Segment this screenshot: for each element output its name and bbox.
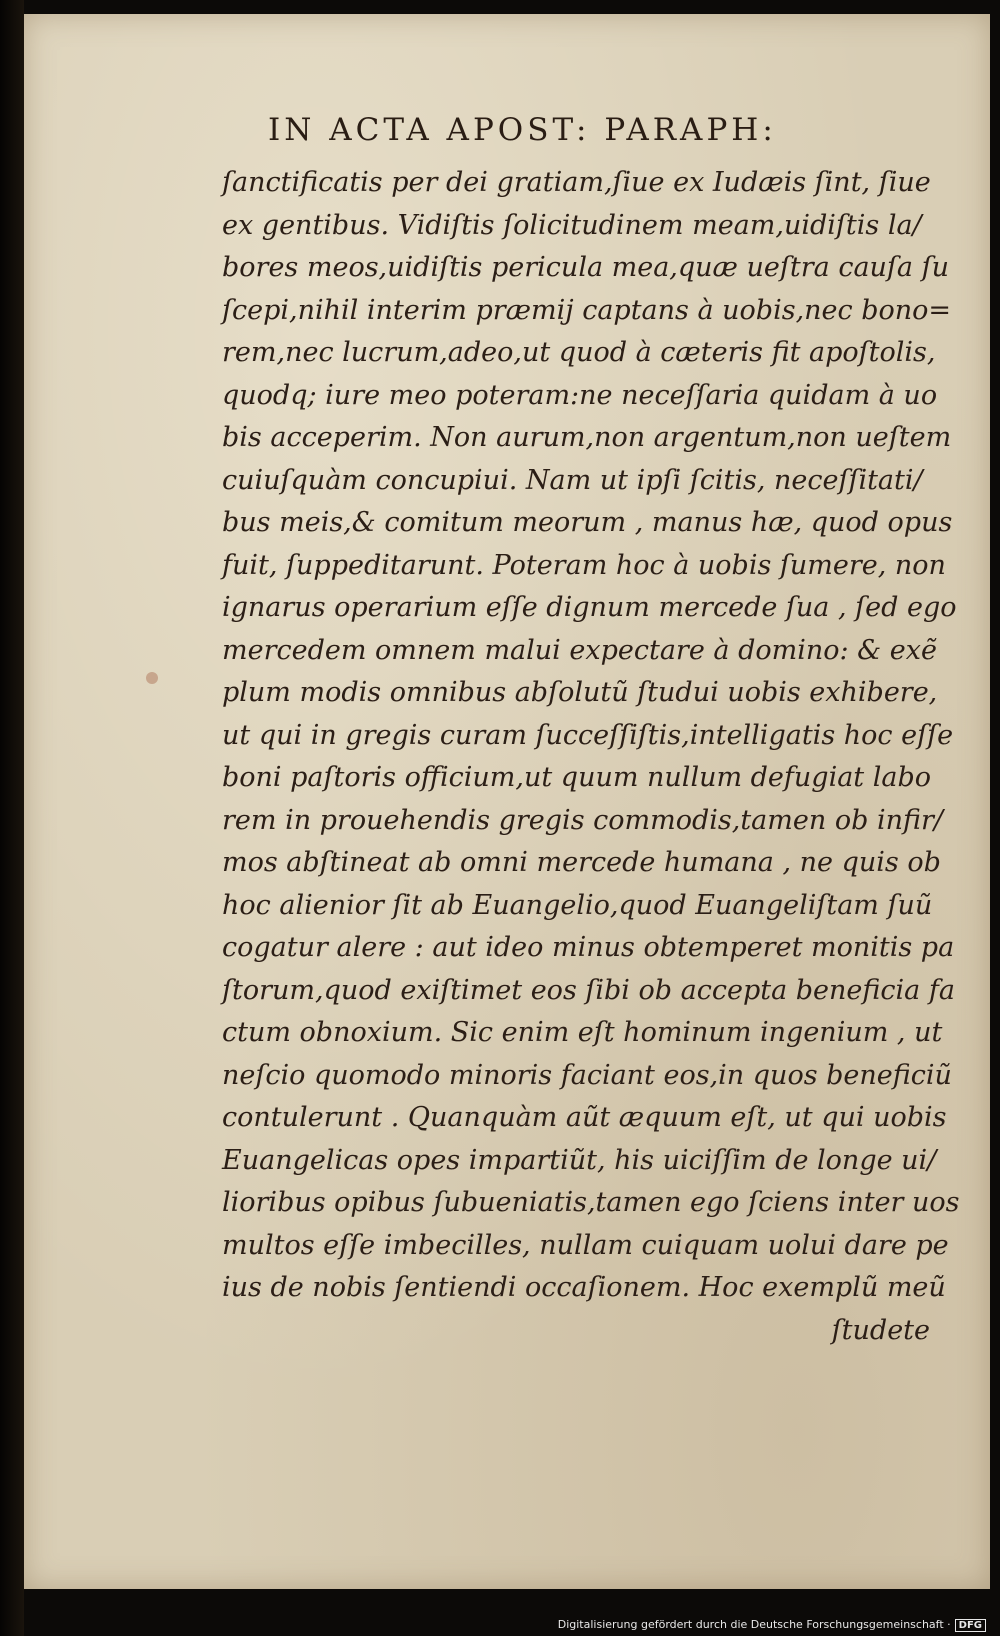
text-line: ex gentibus. Vidiſtis ſolicitudinem meam,uidiſtis la/ [222, 209, 922, 241]
text-line: contulerunt . Quanquàm aũt æquum eſt, ut qui uobis [222, 1102, 947, 1133]
text-line: bus meis,& comitum meorum , manus hæ, quod opus [222, 507, 953, 538]
text-line: ſanctificatis per dei gratiam,ſiue ex Iudæis ſint, ſiue [222, 167, 931, 198]
text-line: plum modis omnibus abſolutũ ſtudui uobis exhibere, [222, 677, 938, 708]
text-line: rem in prouehendis gregis commodis,tamen ob infir/ [222, 804, 943, 836]
text-line: fuit, ſuppeditarunt. Poteram hoc à uobis ſumere, non [222, 549, 946, 581]
text-line: ignarus operarium eſſe dignum mercede ſua , ſed ego [222, 592, 957, 623]
text-line: boni paſtoris officium,ut quum nullum defugiat labo [222, 762, 932, 793]
page-gutter-shadow [0, 0, 24, 1636]
text-line: ctum obnoxium. Sic enim eſt hominum ingenium , ut [222, 1017, 943, 1048]
text-line: rem,nec lucrum,adeo,ut quod à cæteris fit apoſtolis, [222, 337, 936, 368]
text-line: neſcio quomodo minoris faciant eos,in quos beneficiũ [222, 1059, 952, 1091]
text-line: lioribus opibus ſubueniatis,tamen ego ſciens inter uos [222, 1187, 960, 1218]
text-line: bores meos,uidiſtis pericula mea,quæ ueſtra cauſa ſu [222, 252, 949, 283]
text-line: ut qui in gregis curam ſucceſſiſtis,intelligatis hoc eſſe [222, 719, 954, 751]
text-line: quodq; iure meo poteram:ne neceſſaria quidam à uo [222, 379, 938, 411]
credit-text: Digitalisierung gefördert durch die Deutsche Forschungsgemeinschaft · [557, 1618, 951, 1631]
text-line: hoc alienior ſit ab Euangelio,quod Euangeliſtam ſuũ [222, 889, 933, 921]
text-line: bis acceperim. Non aurum,non argentum,non ueſtem [222, 422, 952, 453]
text-line: mos abſtineat ab omni mercede humana , ne quis ob [222, 847, 941, 878]
dfg-logo: DFG [955, 1619, 986, 1632]
catchword: ſtudete [831, 1314, 930, 1346]
text-line: multos eſſe imbecilles, nullam cuiquam uolui dare pe [222, 1229, 949, 1261]
text-line: cogatur alere : aut ideo minus obtemperet monitis pa [222, 932, 955, 963]
text-line: Euangelicas opes impartiũt, his uiciſſim de longe ui/ [222, 1144, 937, 1176]
text-line: cuiuſquàm concupiui. Nam ut ipſi ſcitis, neceſſitati/ [222, 464, 923, 496]
paper-stain [146, 672, 158, 684]
page-body-text [222, 162, 960, 1352]
digitization-credit [558, 1618, 986, 1632]
text-line: mercedem omnem malui expectare à domino: & exẽ [222, 634, 937, 666]
running-header: IN ACTA APOST: PARAPH: [268, 112, 777, 148]
text-line: ius de nobis ſentiendi occaſionem. Hoc exemplũ meũ [222, 1272, 946, 1303]
text-line: ſtorum,quod exiſtimet eos ſibi ob accepta beneficia fa [222, 974, 955, 1006]
text-line: ſcepi,nihil interim præmij captans à uobis,nec bono= [222, 294, 952, 326]
